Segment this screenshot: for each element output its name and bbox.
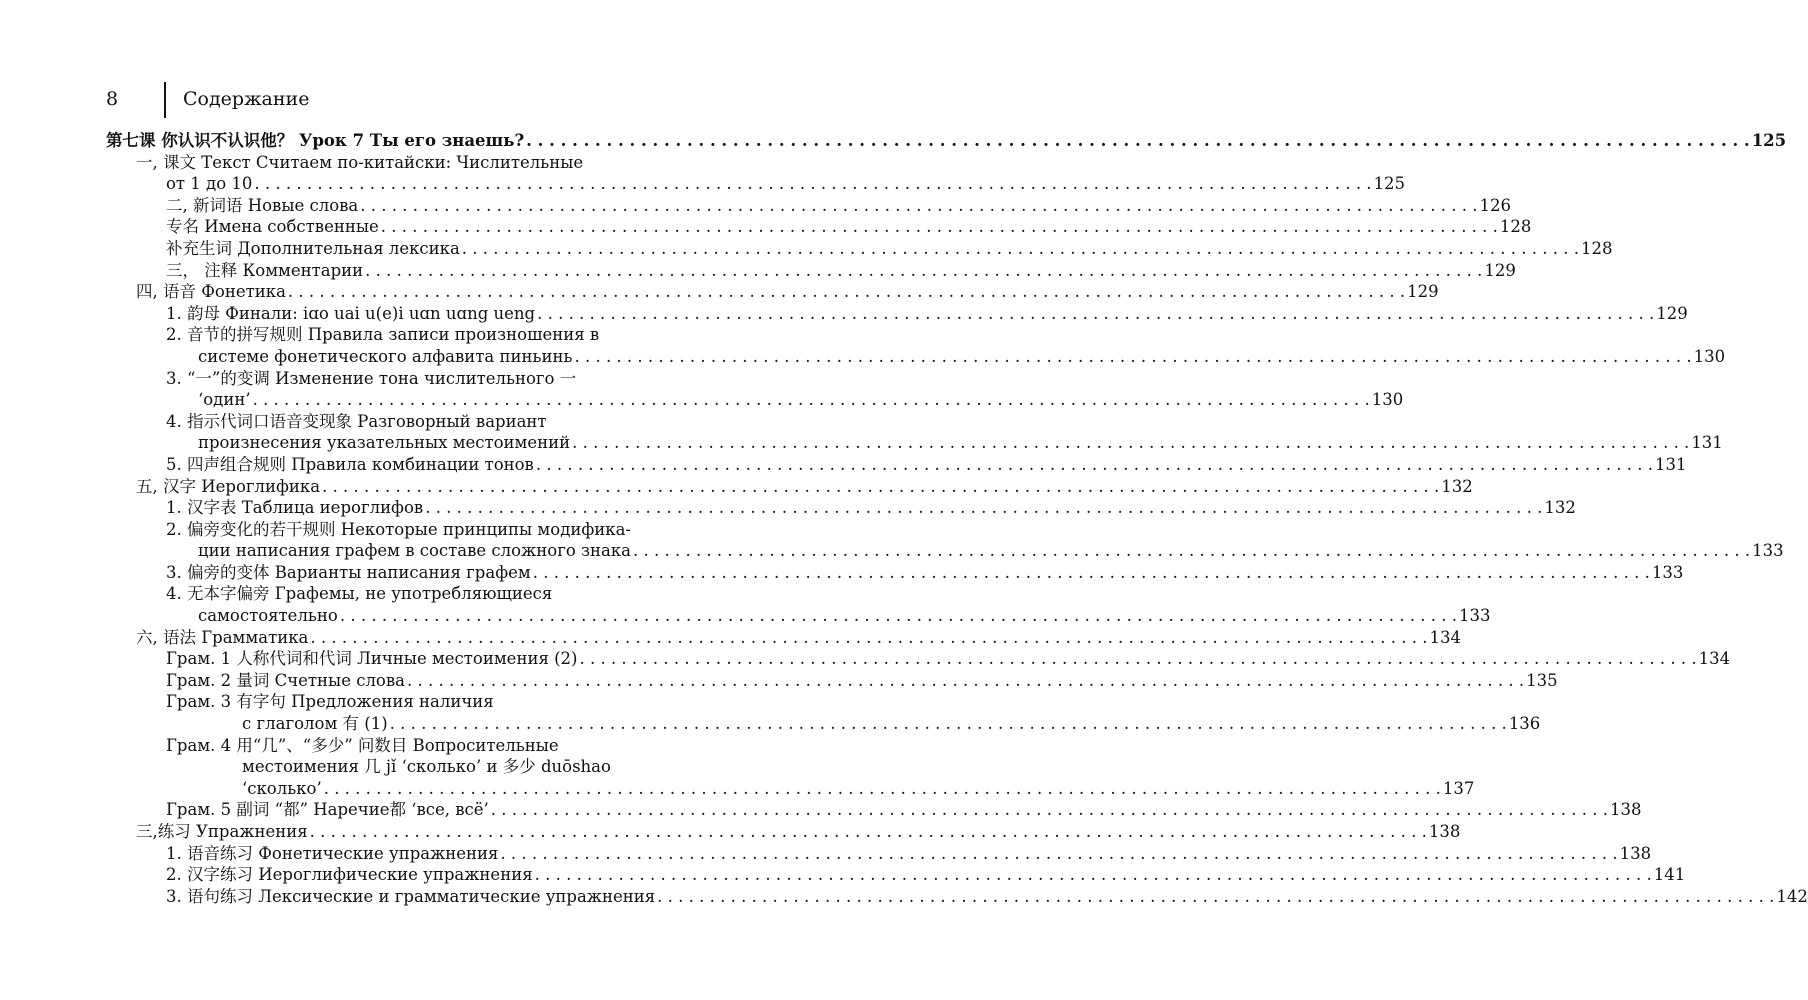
toc-entry-page: 129	[1407, 282, 1439, 302]
toc-entry-page: 128	[1499, 217, 1532, 237]
toc-entry-title: 五, 汉字 Иероглифика	[136, 476, 321, 496]
toc-entry-title: 1. 韵母 Финали: iɑo uai u(e)i uɑn uɑng ueng	[166, 303, 536, 323]
toc-entry-page: 130	[1693, 346, 1726, 366]
header-title: Содержание	[183, 88, 310, 110]
dot-leader	[579, 648, 1696, 670]
toc-entry-page: 131	[1691, 433, 1723, 453]
toc-entry-page: 129	[1484, 260, 1516, 280]
toc-entry	[106, 670, 1558, 692]
dot-leader	[500, 843, 1617, 865]
toc-entry-page: 128	[1580, 238, 1613, 258]
toc-entry-page: 132	[1544, 498, 1576, 518]
toc-entry-title: 第七课 你认识不认识他？ Урок 7 Ты его знаешь?	[106, 131, 525, 150]
toc-entry-title: 六, 语法 Грамматика	[136, 627, 309, 647]
toc-entry-page: 134	[1429, 627, 1462, 647]
toc-entry	[106, 260, 1516, 282]
toc-entry-page: 141	[1653, 865, 1686, 885]
toc-entry-page: 125	[1373, 174, 1406, 194]
toc-entry	[106, 519, 724, 541]
toc-entry-page: 133	[1752, 541, 1784, 561]
toc-entry-page: 131	[1655, 454, 1687, 474]
dot-leader	[310, 627, 1427, 649]
dot-leader	[288, 281, 1405, 303]
toc-entry-title: ‘сколько’	[242, 778, 322, 798]
toc-entry	[106, 821, 1461, 843]
toc-entry-title: 补充生词 Дополнительная лексика	[166, 238, 460, 258]
toc-entry-page: 129	[1656, 303, 1688, 323]
toc-entry-title: 二, 新词语 Новые слова	[166, 195, 359, 215]
toc-entry	[106, 562, 1684, 584]
toc-entry-title: 三， 注释 Комментарии	[166, 260, 364, 280]
toc-entry-title: 专名 Имена собственные	[166, 217, 379, 237]
toc-entry-title: 3. 语句练习 Лексические и грамматические упражнения	[166, 886, 656, 906]
toc-entry-page: 132	[1441, 476, 1473, 496]
toc-entry	[106, 324, 724, 346]
toc-entry-title: 1. 语音练习 Фонетические упражнения	[166, 843, 499, 863]
toc-entry	[106, 497, 1576, 519]
toc-entry	[106, 648, 1731, 670]
dot-leader	[390, 713, 1507, 735]
toc-entry	[106, 843, 1652, 865]
toc-entry	[106, 735, 724, 757]
toc-entry	[106, 368, 724, 390]
toc-entry-title: Грам. 4 用“几”、“多少” 问数目 Вопросительные	[166, 735, 559, 755]
toc-entry	[106, 303, 1688, 325]
toc-entry	[106, 756, 724, 778]
dot-leader	[253, 389, 1370, 411]
toc-entry-page: 126	[1479, 195, 1511, 215]
toc-entry-page: 134	[1698, 649, 1731, 669]
dot-leader	[536, 454, 1653, 476]
toc-entry-title: произнесения указательных местоимений	[198, 433, 571, 453]
dot-leader	[340, 605, 1457, 627]
toc-entry-title: 三,练习 Упражнения	[136, 822, 308, 841]
toc-entry	[106, 583, 724, 605]
dot-leader	[360, 195, 1477, 217]
toc-entry-page: 138	[1609, 800, 1642, 820]
dot-leader	[254, 173, 1371, 195]
toc-entry	[106, 864, 1686, 886]
dot-leader	[657, 886, 1774, 908]
dot-leader	[381, 216, 1498, 238]
dot-leader	[574, 346, 1691, 368]
toc-entry-title: местоимения 几 jǐ ‘сколько’ и 多少 duōshao	[242, 757, 611, 777]
toc-entry-title: 3. 偏旁的变体 Варианты написания графем	[166, 562, 531, 582]
dot-leader	[535, 864, 1652, 886]
toc-entry	[106, 713, 1541, 735]
dot-leader	[537, 303, 1654, 325]
dot-leader	[310, 821, 1427, 843]
toc-entry-title: 2. 汉字练习 Иероглифические упражнения	[166, 865, 533, 885]
dot-leader	[633, 540, 1750, 562]
toc-entry-title: 2. 偏旁变化的若干规则 Некоторые принципы модифика-	[166, 519, 631, 539]
toc-entry-title: 3. “一”的变调 Изменение тона числительного 一	[166, 368, 577, 388]
toc-entry-title: Грам. 1 人称代词和代词 Личные местоимения (2)	[166, 649, 578, 669]
toc-entry	[106, 195, 1511, 217]
toc-entry-title: от 1 до 10	[166, 174, 253, 194]
toc-entry-title: с глаголом 有 (1)	[242, 714, 388, 734]
toc-entry-page: 125	[1751, 131, 1787, 150]
toc-entry-page: 142	[1776, 886, 1808, 906]
toc-entry-title: Грам. 5 副词 “都” Наречие都 ‘все, всё’	[166, 800, 489, 820]
dot-leader	[533, 562, 1650, 584]
toc-entry	[106, 605, 1491, 627]
toc-entry	[106, 411, 724, 433]
dot-leader	[324, 778, 1441, 800]
toc-entry-title: 4. 指示代词口语音变现象 Разговорный вариант	[166, 411, 547, 431]
dot-leader	[491, 799, 1608, 821]
toc-entry-page: 133	[1651, 562, 1684, 582]
toc-entry	[106, 238, 1613, 260]
dot-leader	[322, 476, 1439, 498]
dot-leader	[572, 432, 1689, 454]
toc-entry-title: Грам. 2 量词 Счетные слова	[166, 670, 405, 690]
toc-entry	[106, 799, 1642, 821]
dot-leader	[407, 670, 1524, 692]
toc-entry-title: Грам. 3 有字句 Предложения наличия	[166, 692, 494, 712]
toc-entry	[106, 389, 1404, 411]
dot-leader	[425, 497, 1542, 519]
toc-entry-page: 136	[1508, 714, 1541, 734]
toc-entry-title: ‘один’	[198, 390, 251, 410]
table-of-contents	[106, 130, 1808, 907]
page-number: 8	[106, 88, 119, 110]
toc-entry-title: системе фонетического алфавита пиньинь	[198, 346, 573, 366]
toc-entry-title: 四, 语音 Фонетика	[136, 282, 286, 302]
toc-entry-title: 一, 课文 Текст Считаем по-китайски: Числительные	[136, 152, 584, 172]
toc-entry-page: 130	[1371, 390, 1404, 410]
toc-entry	[106, 281, 1439, 303]
toc-entry	[106, 627, 1462, 649]
toc-entry	[106, 691, 724, 713]
toc-entry-title: 5. 四声组合规则 Правила комбинации тонов	[166, 454, 534, 474]
toc-entry-title: 4. 无本字偏旁 Графемы, не употребляющиеся	[166, 584, 553, 604]
dot-leader	[526, 130, 1750, 152]
page-header	[106, 82, 726, 118]
toc-entry	[106, 540, 1784, 562]
toc-entry-page: 138	[1428, 822, 1461, 841]
toc-entry-title: 1. 汉字表 Таблица иероглифов	[166, 498, 424, 518]
toc-entry-page: 137	[1442, 778, 1475, 798]
toc-entry-title: ции написания графем в составе сложного знака	[198, 541, 631, 561]
toc-entry	[106, 346, 1726, 368]
toc-entry	[106, 432, 1723, 454]
toc-entry-title: 2. 音节的拼写规则 Правила записи произношения в	[166, 325, 600, 345]
toc-entry-title: самостоятельно	[198, 606, 338, 626]
toc-entry-page: 138	[1619, 843, 1652, 863]
toc-entry-page: 133	[1459, 606, 1491, 626]
toc-entry	[106, 886, 1808, 908]
toc-entry-page: 135	[1526, 670, 1558, 690]
toc-entry	[106, 173, 1406, 195]
toc-entry	[106, 216, 1532, 238]
toc-entry	[106, 778, 1475, 800]
toc-entry	[106, 476, 1473, 498]
toc-entry	[106, 130, 1787, 152]
dot-leader	[462, 238, 1579, 260]
toc-entry	[106, 454, 1687, 476]
header-divider	[164, 82, 166, 118]
dot-leader	[365, 260, 1482, 282]
toc-entry	[106, 152, 724, 174]
